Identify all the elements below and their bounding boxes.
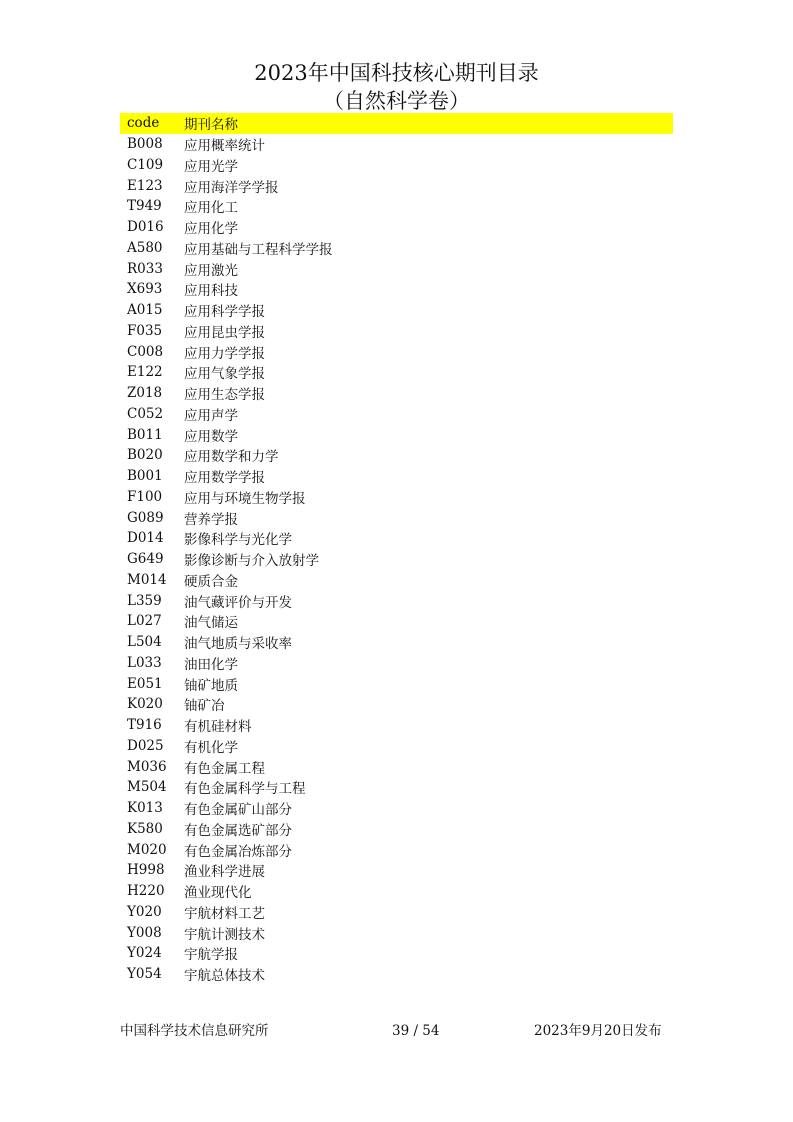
table-row xyxy=(120,756,673,777)
journal-name: 应用概率统计 xyxy=(184,138,265,155)
journal-code: K013 xyxy=(127,800,163,817)
journal-code: D025 xyxy=(127,737,164,754)
journal-code: B020 xyxy=(127,447,163,464)
table-row xyxy=(120,341,673,362)
journal-name: 应用化工 xyxy=(184,200,238,217)
journal-name: 应用力学学报 xyxy=(184,345,265,362)
journal-name: 铀矿地质 xyxy=(184,677,238,694)
journal-code: C008 xyxy=(127,343,164,360)
journal-name: 应用光学 xyxy=(184,158,238,175)
journal-code: K020 xyxy=(127,696,163,713)
journal-name: 应用与环境生物学报 xyxy=(184,490,306,507)
journal-code: F035 xyxy=(127,322,163,339)
journal-code: X693 xyxy=(127,281,163,298)
journal-name: 应用气象学报 xyxy=(184,366,265,383)
journal-code: E051 xyxy=(127,675,163,692)
journal-code: Y024 xyxy=(127,945,162,962)
table-row xyxy=(120,673,673,694)
journal-code: Y008 xyxy=(127,924,162,941)
journal-name: 有色金属选矿部分 xyxy=(184,822,292,839)
journal-code: B011 xyxy=(127,426,163,443)
journal-code: C109 xyxy=(127,156,164,173)
journal-code: M504 xyxy=(127,779,167,796)
journal-name: 油气藏评价与开发 xyxy=(184,594,292,611)
table-row xyxy=(120,300,673,321)
journal-code: M020 xyxy=(127,841,167,858)
table-row xyxy=(120,736,673,757)
table-row xyxy=(120,881,673,902)
journal-name: 应用科技 xyxy=(184,283,238,300)
journal-name: 应用昆虫学报 xyxy=(184,324,265,341)
document-title: 2023年中国科技核心期刊目录 xyxy=(254,61,539,85)
journal-code: L027 xyxy=(127,613,162,630)
table-row xyxy=(120,404,673,425)
journal-name: 有机硅材料 xyxy=(184,719,252,736)
journal-name: 油田化学 xyxy=(184,656,238,673)
footer-page-number: 39 / 54 xyxy=(392,1023,440,1039)
table-row xyxy=(120,943,673,964)
table-row xyxy=(120,653,673,674)
journal-name: 影像诊断与介入放射学 xyxy=(184,553,319,570)
table-row xyxy=(120,217,673,238)
journal-name: 硬质合金 xyxy=(184,573,238,590)
journal-code: H220 xyxy=(127,883,165,900)
journal-code: Z018 xyxy=(127,385,163,402)
table-header xyxy=(120,113,673,134)
journal-code: H998 xyxy=(127,862,165,879)
journal-table xyxy=(120,113,673,985)
journal-code: E123 xyxy=(127,177,163,194)
table-row xyxy=(120,175,673,196)
journal-name: 应用数学学报 xyxy=(184,470,265,487)
table-row xyxy=(120,715,673,736)
journal-code: A580 xyxy=(127,239,163,256)
table-row xyxy=(120,632,673,653)
table-row xyxy=(120,362,673,383)
journal-name: 油气储运 xyxy=(184,615,238,632)
journal-code: B001 xyxy=(127,468,163,485)
table-row xyxy=(120,155,673,176)
table-row xyxy=(120,466,673,487)
journal-code: Y020 xyxy=(127,903,162,920)
footer-institute: 中国科学技术信息研究所 xyxy=(120,1023,269,1039)
table-row xyxy=(120,860,673,881)
journal-name: 宇航材料工艺 xyxy=(184,905,265,922)
journal-code: F100 xyxy=(127,488,163,505)
footer-date: 2023年9月20日发布 xyxy=(534,1023,662,1039)
journal-name: 渔业科学进展 xyxy=(184,864,265,881)
journal-code: G649 xyxy=(127,551,164,568)
table-row xyxy=(120,839,673,860)
journal-name: 应用数学和力学 xyxy=(184,449,279,466)
table-row xyxy=(120,964,673,985)
table-row xyxy=(120,507,673,528)
journal-name: 应用数学 xyxy=(184,428,238,445)
journal-code: C052 xyxy=(127,405,164,422)
journal-name: 应用科学学报 xyxy=(184,304,265,321)
journal-name: 有色金属冶炼部分 xyxy=(184,843,292,860)
journal-name: 油气地质与采收率 xyxy=(184,636,292,653)
table-row xyxy=(120,819,673,840)
journal-name: 应用化学 xyxy=(184,221,238,238)
journal-name: 铀矿冶 xyxy=(184,698,225,715)
table-row xyxy=(120,590,673,611)
journal-name: 有色金属工程 xyxy=(184,760,265,777)
journal-code: K580 xyxy=(127,820,163,837)
journal-name: 有色金属科学与工程 xyxy=(184,781,306,798)
table-row xyxy=(120,694,673,715)
journal-name: 渔业现代化 xyxy=(184,885,252,902)
table-row xyxy=(120,279,673,300)
journal-name: 应用声学 xyxy=(184,407,238,424)
journal-name: 应用海洋学学报 xyxy=(184,179,279,196)
journal-code: B008 xyxy=(127,136,163,153)
table-row xyxy=(120,238,673,259)
journal-name: 宇航学报 xyxy=(184,947,238,964)
table-row xyxy=(120,549,673,570)
journal-code: L504 xyxy=(127,634,162,651)
table-row xyxy=(120,445,673,466)
table-row xyxy=(120,798,673,819)
journal-name: 应用生态学报 xyxy=(184,387,265,404)
journal-code: D014 xyxy=(127,530,164,547)
table-row xyxy=(120,383,673,404)
journal-name: 有机化学 xyxy=(184,739,238,756)
journal-name: 宇航计测技术 xyxy=(184,926,265,943)
table-row xyxy=(120,922,673,943)
journal-name: 影像科学与光化学 xyxy=(184,532,292,549)
journal-name: 宇航总体技术 xyxy=(184,968,265,985)
journal-name: 应用基础与工程科学学报 xyxy=(184,241,333,258)
journal-name: 应用激光 xyxy=(184,262,238,279)
table-row xyxy=(120,134,673,155)
table-row xyxy=(120,321,673,342)
journal-code: R033 xyxy=(127,260,163,277)
table-row xyxy=(120,570,673,591)
journal-code: D016 xyxy=(127,219,164,236)
table-row xyxy=(120,258,673,279)
journal-code: M014 xyxy=(127,571,167,588)
journal-name: 有色金属矿山部分 xyxy=(184,802,292,819)
header-code: code xyxy=(127,115,160,132)
journal-code: G089 xyxy=(127,509,164,526)
table-row xyxy=(120,424,673,445)
journal-name: 营养学报 xyxy=(184,511,238,528)
table-row xyxy=(120,487,673,508)
journal-code: L033 xyxy=(127,654,162,671)
table-row xyxy=(120,777,673,798)
table-row xyxy=(120,611,673,632)
table-row xyxy=(120,902,673,923)
journal-code: T949 xyxy=(127,198,162,215)
document-subtitle: （自然科学卷） xyxy=(323,89,470,113)
journal-code: L359 xyxy=(127,592,162,609)
journal-code: T916 xyxy=(127,717,162,734)
journal-code: E122 xyxy=(127,364,163,381)
journal-code: Y054 xyxy=(127,966,162,983)
table-row xyxy=(120,196,673,217)
journal-code: M036 xyxy=(127,758,167,775)
journal-code: A015 xyxy=(127,302,163,319)
header-name: 期刊名称 xyxy=(184,117,238,134)
table-row xyxy=(120,528,673,549)
